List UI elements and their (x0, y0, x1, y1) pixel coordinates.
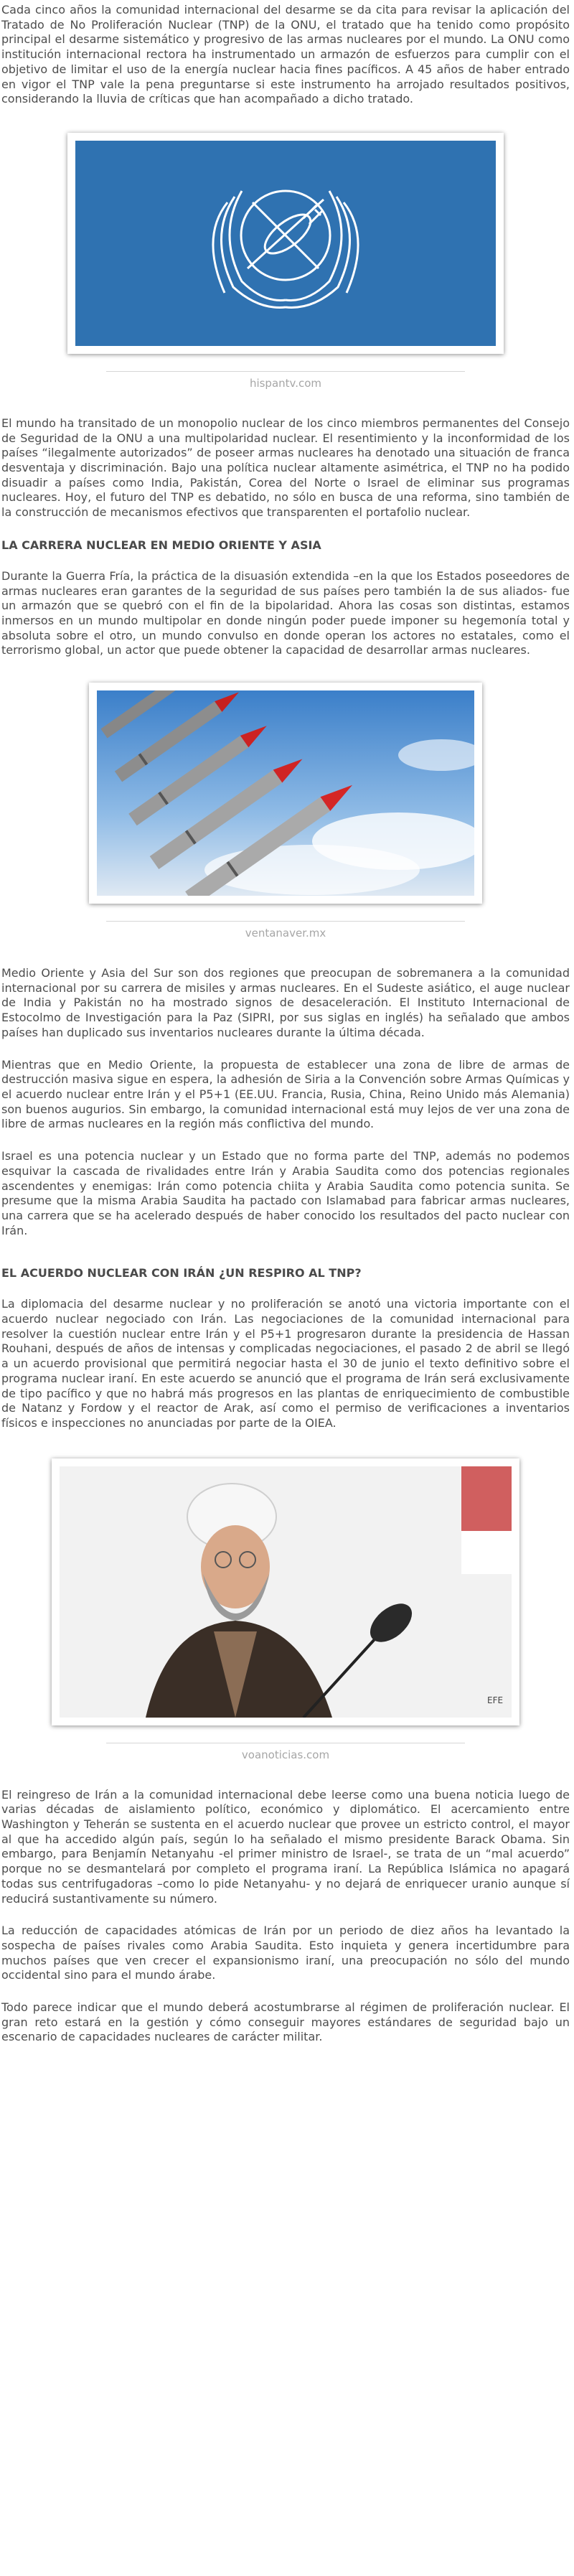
figure-rouhani (1, 1458, 570, 1728)
missiles-image (97, 690, 474, 896)
paragraph-israel: Israel es una potencia nuclear y un Estado que no forma parte del TNP, además no podemos esquivar la cascada de rivalidades entre Irán y Arabia Saudita como dos potencias regionales ascendentes y enemigas: Irán como potencia chiita y Arabia Saudita como potencia sunita. Se presume que la misma Arabia Saudita ha pactado con Islamabad para fabricar armas nucleares, una carrera que se ha acelerado después de haber conocido los resultados del pacto nuclear con Irán. (1, 1149, 570, 1237)
figure-caption: ventanaver.mx (245, 927, 326, 940)
section-heading-arms-race: LA CARRERA NUCLEAR EN MEDIO ORIENTE Y ASIA (1, 538, 321, 552)
paragraph-multipolarity: El mundo ha transitado de un monopolio nuclear de los cinco miembros permanentes del Consejo de Seguridad de la ONU a una multipolaridad nuclear. El resentimiento y la inconformidad de los países “ilegalmente autorizados” de poseer armas nucleares ha denotado una situación de franca desventaja y discriminación. Bajo una política nuclear altamente asimétrica, el TNP no ha podido disuadir a países como India, Pakistán, Corea del Norte o Israel de eliminar sus programas nucleares. Hoy, el futuro del TNP es debatido, no sólo en busca de una reforma, sino también de la construcción de mecanismos efectivos que transparenten el portafolio nuclear. (1, 416, 570, 520)
paragraph-reduction: La reducción de capacidades atómicas de Irán por un periodo de diez años ha levantado la sospecha de países rivales como Arabia Saudita. Esto inquieta y genera incertidumbre para muchos países que ven crecer el expansionismo iraní, una preocupación no sólo del mundo occidental sino para el mundo árabe. (1, 1924, 570, 1982)
rouhani-image (60, 1466, 512, 1718)
svg-text:EFE: EFE (487, 1695, 504, 1705)
un-emblem-image (75, 141, 496, 346)
figure-caption: voanoticias.com (241, 1748, 330, 1761)
caption-divider (106, 371, 465, 372)
paragraph-diplomacy: La diplomacia del desarme nuclear y no proliferación se anotó una victoria importante con el acuerdo nuclear negociado con Irán. Las negociaciones de la comunidad internacional para resolver la cuestión nuclear entre Irán y el P5+1 progresaron durante la presidencia de Hassan Rouhani, después de años de intensas y complicadas negociaciones, el pasado 2 de abril se llegó a un acuerdo provisional que permitirá negociar hasta el 30 de junio el texto definitivo sobre el programa nuclear iraní. En este acuerdo se anunció que el programa de Irán será exclusivamente de tipo pacífico y que no habrá más progresos en las plantas de enriquecimiento de combustible de Natanz y Fordow y el reactor de Arak, así como el permiso de verificaciones a inventarios físicos e inspecciones no anunciadas por parte de la OIEA. (1, 1297, 570, 1430)
caption-divider (106, 921, 465, 922)
figure-caption: hispantv.com (249, 376, 322, 390)
paragraph-middle-east-asia: Medio Oriente y Asia del Sur son dos regiones que preocupan de sobremanera a la comunidad internacional por su carrera de misiles y armas nucleares. En el Sudeste asiático, el auge nuclear de India y Pakistán no ha mostrado signos de desaceleración. El Instituto Internacional de Estocolmo de Investigación para la Paz (SIPRI, por sus siglas en inglés) ha señalado que ambos países han duplicado sus inventarios nucleares durante la última década. (1, 966, 570, 1039)
section-heading-iran-deal: EL ACUERDO NUCLEAR CON IRÁN ¿UN RESPIRO AL TNP? (1, 1266, 362, 1280)
image-frame (89, 683, 482, 904)
image-frame (67, 133, 504, 354)
figure-un-emblem (1, 133, 570, 357)
figure-missiles (1, 683, 570, 907)
paragraph-wmd-zone: Mientras que en Medio Oriente, la propuesta de establecer una zona de libre de armas de destrucción masiva sigue en espera, la adhesión de Siria a la Convención sobre Armas Químicas y el acuerdo nuclear entre Irán y el P5+1 (EE.UU. Francia, Rusia, China, Reino Unido más Alemania) son buenos augurios. Sin embargo, la comunidad internacional está muy lejos de ver una zona de libre de armas nucleares en la región más conflictiva del mundo. (1, 1057, 570, 1131)
image-frame (52, 1458, 519, 1725)
paragraph-cold-war: Durante la Guerra Fría, la práctica de la disuasión extendida –en la que los Estados poseedores de armas nucleares eran garantes de la seguridad de sus países pero también la de sus aliados- fue un armazón que se quebró con el fin de la bipolaridad. Ahora las cosas son distintas, estamos inmersos en un mundo multipolar en donde ningún poder puede imponer su hegemonía total y absoluta sobre el otro, un mundo convulso en donde operan los actores no estatales, como el terrorismo global, un actor que puede obtener la capacidad de desarrollar armas nucleares. (1, 568, 570, 657)
paragraph-iran-return: El reingreso de Irán a la comunidad internacional debe leerse como una buena noticia luego de varias décadas de aislamiento político, económico y diplomático. El acercamiento entre Washington y Teherán se sustenta en el acuerdo nuclear que provee un estricto control, el mayor al que ha accedido algún país, según lo ha señalado el mismo presidente Barack Obama. Sin embargo, para Benjamín Netanyahu -el primer ministro de Israel-, se trata de un “mal acuerdo” porque no se desmantelará por completo el programa iraní. La República Islámica no apagará todas sus centrifugadoras –como lo pide Netanyahu- y no dejará de enriquecer uranio aunque sí reducirá sustantivamente su número. (1, 1787, 570, 1906)
paragraph-intro: Cada cinco años la comunidad internacional del desarme se da cita para revisar la aplicación del Tratado de No Proliferación Nuclear (TNP) de la ONU, el tratado que ha tenido como propósito principal el desarme sistemático y progresivo de las armas nucleares por el mundo. La ONU como institución internacional rectora ha instrumentado un armazón de esfuerzos para cumplir con el objetivo de limitar el uso de la energía nuclear hacia fines pacíficos. A 45 años de haber entrado en vigor el TNP vale la pena preguntarse si este instrumento ha arrojado resultados positivos, considerando la lluvia de críticas que han acompañado a dicho tratado. (1, 3, 570, 106)
paragraph-conclusion: Todo parece indicar que el mundo deberá acostumbrarse al régimen de proliferación nuclear. El gran reto estará en la gestión y cómo conseguir mayores estándares de seguridad bajo un escenario de capacidades nucleares de carácter militar. (1, 2000, 570, 2044)
